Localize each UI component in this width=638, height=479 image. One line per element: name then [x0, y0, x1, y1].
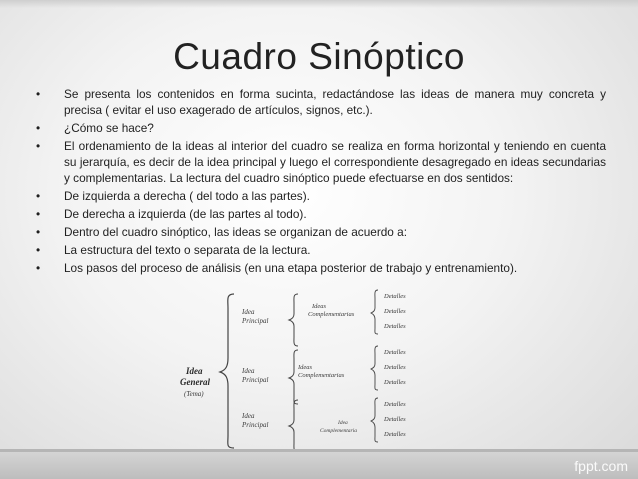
bullet-item [30, 120, 606, 136]
complementary-2-line2: Complementarias [298, 372, 345, 379]
bullet-marker: • [36, 87, 41, 101]
watermark: fppt.com [574, 458, 628, 474]
bullet-marker: • [36, 121, 41, 135]
detail-brace-1 [371, 290, 378, 334]
detail-3-1: Detalles [384, 401, 406, 408]
slide-title: Cuadro Sinóptico [173, 36, 465, 77]
bullet-item [30, 86, 606, 118]
bullet-item [30, 138, 606, 186]
general-line1: Idea [186, 366, 203, 376]
detail-3-3: Detalles [384, 431, 406, 438]
detail-3-2: Detalles [384, 416, 406, 423]
bullet-text: Se presenta los contenidos en forma sucinta, redactándose las ideas de manera muy concreta y precisa ( evitar el uso exagerado de artículos, signos, etc.). [64, 87, 606, 117]
principal-3-line2: Principal [242, 421, 269, 429]
synoptic-diagram [172, 286, 434, 452]
detail-2-1: Detalles [384, 349, 406, 356]
complementary-1-line2: Complementarias [308, 311, 355, 318]
bullet-item [30, 206, 606, 222]
detail-2-2: Detalles [384, 364, 406, 371]
detail-1-2: Detalles [384, 308, 406, 315]
brace-1 [289, 294, 298, 346]
detail-brace-3 [371, 398, 378, 442]
detail-2-3: Detalles [384, 379, 406, 386]
bullet-text: De izquierda a derecha ( del todo a las partes). [64, 189, 310, 203]
principal-1-line2: Principal [242, 317, 269, 325]
bullet-marker: • [36, 207, 41, 221]
bullet-marker: • [36, 261, 41, 275]
bullet-text: El ordenamiento de la ideas al interior del cuadro se realiza en forma horizontal y teniendo en cuenta su jerarquía, es decir de la idea principal y luego el correspondiente desagregado en ideas secundarias y complementarias. La lectura del cuadro sinóptico puede efectuarse en dos sentidos: [64, 139, 606, 185]
brace-2 [289, 350, 298, 404]
footer-band [0, 452, 638, 479]
detail-1-3: Detalles [384, 323, 406, 330]
bullet-text: De derecha a izquierda (de las partes al todo). [64, 207, 307, 221]
detail-1-1: Detalles [384, 293, 406, 300]
principal-2-line1: Idea [242, 367, 255, 375]
principal-1-line1: Idea [242, 308, 255, 316]
bullet-text: ¿Cómo se hace? [64, 121, 154, 135]
complementary-2-line1: Ideas [298, 364, 313, 371]
main-brace [220, 294, 234, 448]
detail-brace-2 [371, 346, 378, 390]
brace-3 [289, 400, 298, 452]
bullet-marker: • [36, 243, 41, 257]
general-line2: General [180, 377, 210, 387]
bullet-marker: • [36, 139, 41, 153]
bullet-item [30, 188, 606, 204]
bullet-text: Dentro del cuadro sinóptico, las ideas se organizan de acuerdo a: [64, 225, 407, 239]
bullet-marker: • [36, 189, 41, 203]
bullet-item [30, 260, 606, 276]
complementary-3-line1: Idea [338, 420, 348, 426]
top-shade [0, 0, 638, 8]
principal-2-line2: Principal [242, 376, 269, 384]
bullet-item [30, 224, 606, 240]
bullet-text: Los pasos del proceso de análisis (en una etapa posterior de trabajo y entrenamiento). [64, 261, 518, 275]
general-line3: (Tema) [184, 390, 204, 398]
complementary-1-line1: Ideas [312, 303, 327, 310]
principal-3-line1: Idea [242, 412, 255, 420]
bullet-text: La estructura del texto o separata de la lectura. [64, 243, 311, 257]
diagram-svg [172, 286, 434, 452]
bullet-item [30, 242, 606, 258]
complementary-3-line2: Complementaria [320, 428, 357, 434]
bullet-list [30, 86, 606, 278]
bullet-marker: • [36, 225, 41, 239]
